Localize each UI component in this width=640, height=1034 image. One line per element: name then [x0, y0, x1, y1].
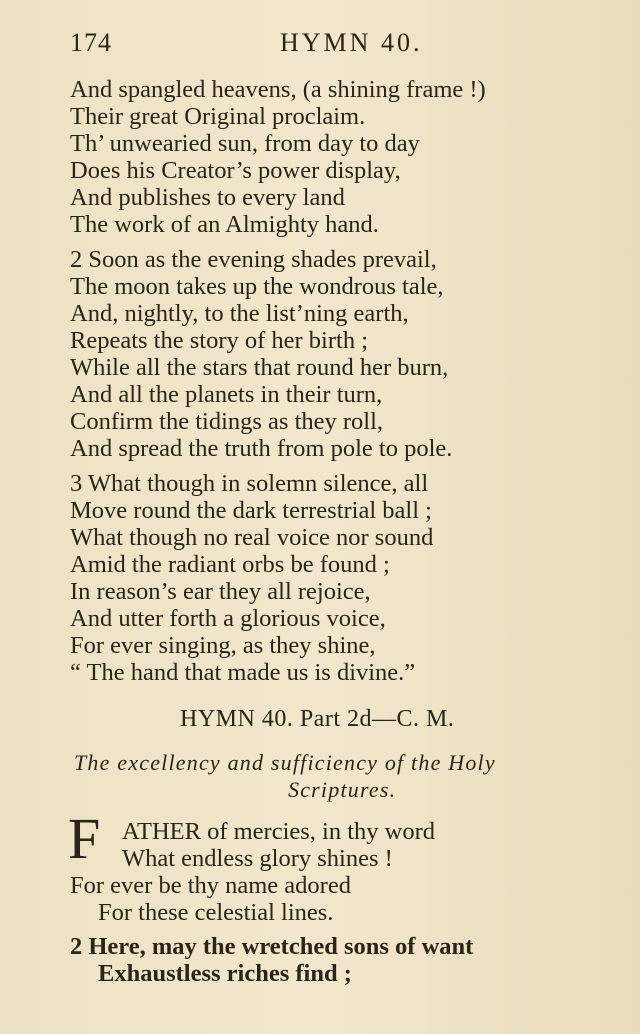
verse-line: Their great Original proclaim. [70, 103, 366, 130]
drop-cap: F [68, 806, 101, 871]
verse-line: “ The hand that made us is divine.” [70, 659, 416, 686]
verse-line: For ever be thy name adored [70, 872, 351, 899]
verse-line: Confirm the tidings as they roll, [70, 408, 384, 435]
verse-line: For these celestial lines. [98, 899, 334, 926]
verse-line: The work of an Almighty hand. [70, 211, 379, 238]
verse-line: Repeats the story of her birth ; [70, 327, 369, 354]
hymn-subtitle-continued: Scriptures. [288, 777, 397, 802]
verse-line: 2 Soon as the evening shades prevail, [70, 246, 437, 273]
verse-line: And spangled heavens, (a shining frame !) [70, 76, 486, 103]
verse-line: Move round the dark terrestrial ball ; [70, 497, 432, 524]
hymn-heading: HYMN 40. Part 2d—C. M. [180, 706, 455, 732]
verse-line: The moon takes up the wondrous tale, [70, 273, 444, 300]
verse-line: And all the planets in their turn, [70, 381, 383, 408]
verse-line: For ever singing, as they shine, [70, 632, 376, 659]
verse-line: And publishes to every land [70, 184, 345, 211]
verse-line: Exhaustless riches find ; [98, 960, 352, 987]
verse-line: Amid the radiant orbs be found ; [70, 551, 390, 578]
verse-line: And, nightly, to the list’ning earth, [70, 300, 409, 327]
verse-line: While all the stars that round her burn, [70, 354, 449, 381]
hymn-subtitle: The excellency and sufficiency of the Holy [74, 750, 496, 775]
verse-line: 2 Here, may the wretched sons of want [70, 933, 474, 960]
page-header [70, 28, 630, 68]
running-title: HYMN 40. [280, 28, 423, 57]
verse-line: Th’ unwearied sun, from day to day [70, 130, 420, 157]
verse-line: And spread the truth from pole to pole. [70, 435, 453, 462]
verse-line: What though no real voice nor sound [70, 524, 434, 551]
verse-line: And utter forth a glorious voice, [70, 605, 386, 632]
verse-line: What endless glory shines ! [122, 845, 393, 872]
verse-line: 3 What though in solemn silence, all [70, 470, 429, 497]
verse-line: ATHER of mercies, in thy word [122, 818, 435, 845]
verse-line: In reason’s ear they all rejoice, [70, 578, 371, 605]
page-number: 174 [70, 28, 112, 57]
verse-line: Does his Creator’s power display, [70, 157, 401, 184]
